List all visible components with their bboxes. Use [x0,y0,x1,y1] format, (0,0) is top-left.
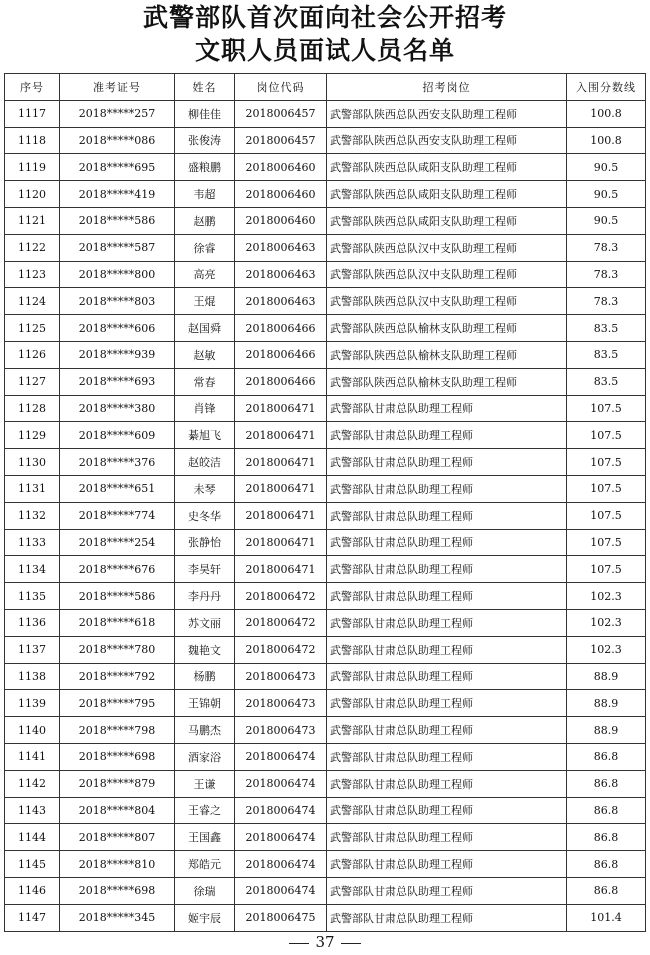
cell-post: 武警部队甘肃总队助理工程师 [327,395,567,422]
cell-code: 2018006471 [235,529,327,556]
table-row [5,395,646,422]
table-row [5,154,646,181]
col-header-post: 招考岗位 [327,74,567,101]
cell-score: 86.8 [567,770,646,797]
cell-ticket: 2018*****803 [60,288,175,315]
table-row [5,717,646,744]
cell-post: 武警部队甘肃总队助理工程师 [327,717,567,744]
cell-post: 武警部队甘肃总队助理工程师 [327,475,567,502]
cell-ticket: 2018*****587 [60,234,175,261]
cell-no: 1131 [5,475,60,502]
cell-post: 武警部队甘肃总队助理工程师 [327,904,567,931]
cell-name: 张静怡 [175,529,235,556]
cell-ticket: 2018*****810 [60,851,175,878]
cell-score: 86.8 [567,824,646,851]
cell-name: 赵鹏 [175,207,235,234]
cell-code: 2018006471 [235,475,327,502]
cell-score: 90.5 [567,154,646,181]
cell-no: 1139 [5,690,60,717]
cell-score: 100.8 [567,100,646,127]
cell-no: 1126 [5,341,60,368]
cell-score: 107.5 [567,449,646,476]
cell-score: 78.3 [567,261,646,288]
cell-no: 1118 [5,127,60,154]
cell-no: 1125 [5,315,60,342]
cell-post: 武警部队甘肃总队助理工程师 [327,422,567,449]
col-header-code: 岗位代码 [235,74,327,101]
cell-name: 高亮 [175,261,235,288]
table-row [5,824,646,851]
document-title: 武警部队首次面向社会公开招考 [142,3,507,32]
cell-no: 1130 [5,449,60,476]
cell-score: 83.5 [567,315,646,342]
cell-post: 武警部队甘肃总队助理工程师 [327,877,567,904]
cell-code: 2018006457 [235,127,327,154]
cell-ticket: 2018*****676 [60,556,175,583]
table-row [5,100,646,127]
cell-ticket: 2018*****257 [60,100,175,127]
cell-ticket: 2018*****795 [60,690,175,717]
cell-score: 102.3 [567,583,646,610]
cell-post: 武警部队陕西总队西安支队助理工程师 [327,100,567,127]
cell-code: 2018006474 [235,851,327,878]
cell-post: 武警部队陕西总队榆林支队助理工程师 [327,341,567,368]
table-row [5,529,646,556]
cell-score: 78.3 [567,288,646,315]
table-row [5,556,646,583]
table-header-row [5,74,646,101]
cell-ticket: 2018*****800 [60,261,175,288]
cell-ticket: 2018*****380 [60,395,175,422]
cell-name: 盛粮鹏 [175,154,235,181]
col-header-no: 序号 [5,74,60,101]
cell-code: 2018006474 [235,877,327,904]
cell-post: 武警部队甘肃总队助理工程师 [327,449,567,476]
cell-post: 武警部队甘肃总队助理工程师 [327,663,567,690]
cell-code: 2018006474 [235,770,327,797]
cell-ticket: 2018*****798 [60,717,175,744]
cell-post: 武警部队甘肃总队助理工程师 [327,797,567,824]
cell-ticket: 2018*****698 [60,743,175,770]
table-row [5,341,646,368]
cell-post: 武警部队陕西总队西安支队助理工程师 [327,127,567,154]
cell-name: 王焜 [175,288,235,315]
cell-code: 2018006471 [235,422,327,449]
cell-score: 88.9 [567,690,646,717]
cell-no: 1146 [5,877,60,904]
cell-post: 武警部队陕西总队汉中支队助理工程师 [327,288,567,315]
page-number [0,933,650,951]
cell-code: 2018006471 [235,449,327,476]
cell-score: 107.5 [567,395,646,422]
cell-no: 1124 [5,288,60,315]
cell-no: 1140 [5,717,60,744]
cell-no: 1119 [5,154,60,181]
cell-no: 1144 [5,824,60,851]
cell-name: 韦超 [175,181,235,208]
page-number-value: 37 [315,933,335,951]
cell-code: 2018006474 [235,797,327,824]
cell-post: 武警部队甘肃总队助理工程师 [327,824,567,851]
col-header-name: 姓名 [175,74,235,101]
cell-code: 2018006463 [235,288,327,315]
table-row [5,422,646,449]
cell-code: 2018006472 [235,609,327,636]
cell-no: 1133 [5,529,60,556]
cell-post: 武警部队甘肃总队助理工程师 [327,636,567,663]
cell-post: 武警部队陕西总队汉中支队助理工程师 [327,234,567,261]
cell-ticket: 2018*****879 [60,770,175,797]
cell-code: 2018006466 [235,368,327,395]
cell-ticket: 2018*****774 [60,502,175,529]
table-row [5,234,646,261]
cell-ticket: 2018*****618 [60,609,175,636]
cell-post: 武警部队陕西总队榆林支队助理工程师 [327,315,567,342]
cell-post: 武警部队甘肃总队助理工程师 [327,851,567,878]
cell-code: 2018006466 [235,341,327,368]
col-header-ticket: 准考证号 [60,74,175,101]
cell-name: 王国鑫 [175,824,235,851]
cell-score: 83.5 [567,341,646,368]
cell-no: 1127 [5,368,60,395]
cell-no: 1142 [5,770,60,797]
cell-no: 1141 [5,743,60,770]
page-dash-right [341,943,361,944]
cell-post: 武警部队甘肃总队助理工程师 [327,556,567,583]
cell-name: 徐瑞 [175,877,235,904]
cell-code: 2018006471 [235,395,327,422]
col-header-score: 入围分数线 [567,74,646,101]
cell-name: 綦旭飞 [175,422,235,449]
cell-name: 王锦朝 [175,690,235,717]
cell-name: 赵皎洁 [175,449,235,476]
cell-score: 107.5 [567,529,646,556]
cell-ticket: 2018*****698 [60,877,175,904]
cell-code: 2018006460 [235,154,327,181]
cell-code: 2018006457 [235,100,327,127]
cell-ticket: 2018*****586 [60,583,175,610]
table-row [5,636,646,663]
cell-no: 1138 [5,663,60,690]
table-row [5,690,646,717]
cell-no: 1121 [5,207,60,234]
cell-post: 武警部队陕西总队咸阳支队助理工程师 [327,154,567,181]
cell-name: 徐睿 [175,234,235,261]
table-row [5,743,646,770]
cell-no: 1147 [5,904,60,931]
cell-name: 常春 [175,368,235,395]
cell-score: 83.5 [567,368,646,395]
cell-score: 86.8 [567,797,646,824]
cell-code: 2018006471 [235,556,327,583]
cell-post: 武警部队甘肃总队助理工程师 [327,583,567,610]
cell-score: 100.8 [567,127,646,154]
cell-ticket: 2018*****376 [60,449,175,476]
cell-no: 1123 [5,261,60,288]
cell-name: 李丹丹 [175,583,235,610]
cell-ticket: 2018*****939 [60,341,175,368]
cell-ticket: 2018*****254 [60,529,175,556]
table-row [5,261,646,288]
cell-no: 1122 [5,234,60,261]
cell-ticket: 2018*****345 [60,904,175,931]
cell-score: 107.5 [567,422,646,449]
cell-code: 2018006473 [235,717,327,744]
cell-code: 2018006474 [235,824,327,851]
cell-ticket: 2018*****804 [60,797,175,824]
cell-no: 1145 [5,851,60,878]
cell-ticket: 2018*****086 [60,127,175,154]
cell-score: 88.9 [567,663,646,690]
cell-post: 武警部队陕西总队咸阳支队助理工程师 [327,207,567,234]
cell-code: 2018006473 [235,690,327,717]
cell-name: 未琴 [175,475,235,502]
cell-ticket: 2018*****586 [60,207,175,234]
cell-name: 柳佳佳 [175,100,235,127]
cell-code: 2018006471 [235,502,327,529]
cell-code: 2018006463 [235,261,327,288]
cell-ticket: 2018*****780 [60,636,175,663]
cell-code: 2018006463 [235,234,327,261]
table-row [5,127,646,154]
cell-name: 王睿之 [175,797,235,824]
cell-score: 102.3 [567,609,646,636]
cell-name: 马鹏杰 [175,717,235,744]
cell-name: 魏艳文 [175,636,235,663]
cell-no: 1129 [5,422,60,449]
table-row [5,583,646,610]
table-row [5,663,646,690]
cell-post: 武警部队陕西总队汉中支队助理工程师 [327,261,567,288]
cell-code: 2018006474 [235,743,327,770]
table-row [5,609,646,636]
cell-no: 1132 [5,502,60,529]
cell-ticket: 2018*****792 [60,663,175,690]
table-body [5,100,646,931]
cell-name: 王谦 [175,770,235,797]
cell-score: 107.5 [567,502,646,529]
document-subtitle: 文职人员面试人员名单 [194,36,455,65]
table-row [5,181,646,208]
cell-no: 1117 [5,100,60,127]
cell-name: 酒家浴 [175,743,235,770]
cell-code: 2018006475 [235,904,327,931]
cell-code: 2018006473 [235,663,327,690]
cell-no: 1134 [5,556,60,583]
cell-code: 2018006472 [235,583,327,610]
table-row [5,207,646,234]
cell-post: 武警部队陕西总队榆林支队助理工程师 [327,368,567,395]
cell-score: 90.5 [567,207,646,234]
cell-ticket: 2018*****606 [60,315,175,342]
cell-ticket: 2018*****651 [60,475,175,502]
cell-score: 86.8 [567,851,646,878]
cell-code: 2018006460 [235,207,327,234]
table-row [5,475,646,502]
cell-ticket: 2018*****419 [60,181,175,208]
table-row [5,851,646,878]
cell-ticket: 2018*****693 [60,368,175,395]
interview-list-table [4,73,646,932]
cell-code: 2018006472 [235,636,327,663]
cell-post: 武警部队甘肃总队助理工程师 [327,743,567,770]
cell-post: 武警部队甘肃总队助理工程师 [327,502,567,529]
cell-no: 1135 [5,583,60,610]
cell-name: 郑皓元 [175,851,235,878]
cell-name: 史冬华 [175,502,235,529]
cell-no: 1128 [5,395,60,422]
table-row [5,502,646,529]
cell-ticket: 2018*****695 [60,154,175,181]
cell-ticket: 2018*****807 [60,824,175,851]
cell-name: 赵国舜 [175,315,235,342]
cell-score: 86.8 [567,877,646,904]
table-row [5,770,646,797]
cell-ticket: 2018*****609 [60,422,175,449]
cell-score: 78.3 [567,234,646,261]
cell-name: 李昊轩 [175,556,235,583]
cell-name: 张俊涛 [175,127,235,154]
cell-name: 赵敏 [175,341,235,368]
table-row [5,904,646,931]
cell-name: 姬宇辰 [175,904,235,931]
cell-no: 1136 [5,609,60,636]
table-row [5,449,646,476]
cell-name: 杨鹏 [175,663,235,690]
cell-name: 苏文丽 [175,609,235,636]
table-row [5,368,646,395]
table-row [5,288,646,315]
cell-score: 102.3 [567,636,646,663]
cell-score: 101.4 [567,904,646,931]
table-row [5,877,646,904]
cell-post: 武警部队甘肃总队助理工程师 [327,770,567,797]
cell-no: 1137 [5,636,60,663]
cell-post: 武警部队甘肃总队助理工程师 [327,609,567,636]
table-row [5,797,646,824]
page-dash-left [289,943,309,944]
table-row [5,315,646,342]
cell-score: 107.5 [567,475,646,502]
cell-name: 肖锋 [175,395,235,422]
cell-code: 2018006460 [235,181,327,208]
cell-post: 武警部队甘肃总队助理工程师 [327,529,567,556]
cell-score: 107.5 [567,556,646,583]
cell-no: 1143 [5,797,60,824]
cell-score: 90.5 [567,181,646,208]
cell-no: 1120 [5,181,60,208]
cell-score: 86.8 [567,743,646,770]
cell-post: 武警部队陕西总队咸阳支队助理工程师 [327,181,567,208]
cell-code: 2018006466 [235,315,327,342]
cell-post: 武警部队甘肃总队助理工程师 [327,690,567,717]
cell-score: 88.9 [567,717,646,744]
